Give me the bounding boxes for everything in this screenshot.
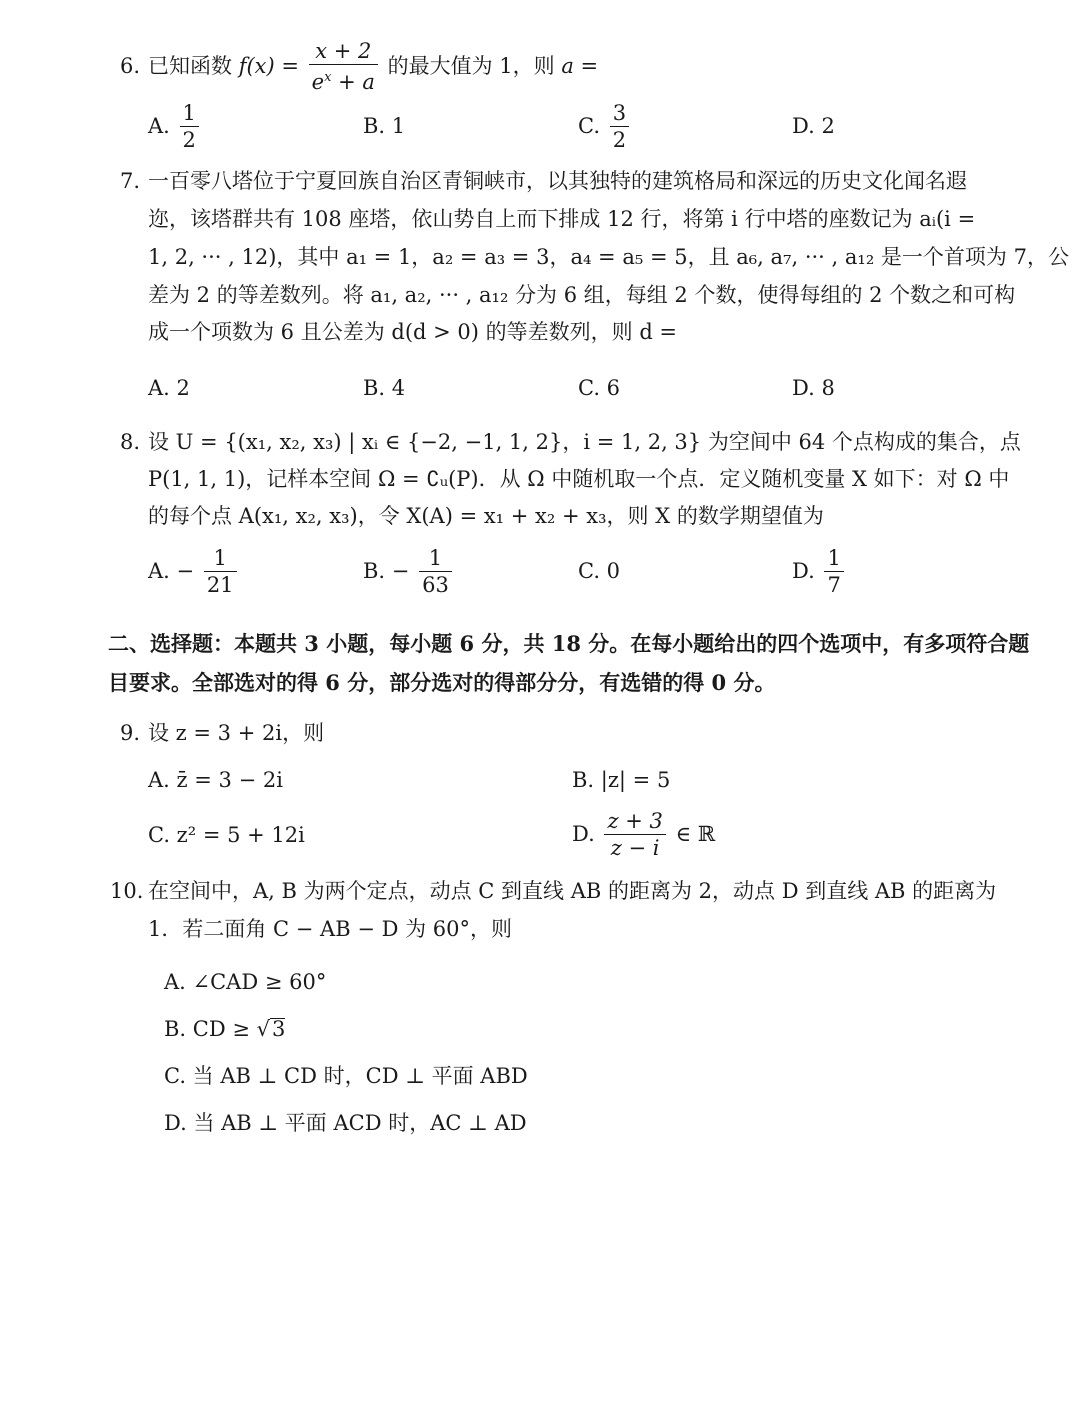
question-stem: 设 z = 3 + 2i，则 [148,721,325,745]
question-line: 设 U = {(x₁, x₂, x₃) | xᵢ ∈ {−2, −1, 1, 2}，i = 1, 2, 3} 为空间中 64 个点构成的集合，点 [148,430,1021,454]
option-a: A. 2 [148,376,190,400]
option-b: B. − $\frac{1}{63}$ [363,545,455,598]
section-line: 二、选择题：本题共 3 小题，每小题 6 分，共 18 分。在每小题给出的四个选项中，有多项符合题 [108,631,1030,656]
option-c: C. $\frac{3}{2}$ [578,100,632,153]
question-line: 1, 2, ··· , 12)，其中 a₁ = 1，a₂ = a₃ = 3，a₄ = a₅ = 5，且 a₆, a₇, ··· , a₁₂ 是一个首项为 7，公 [148,245,1069,269]
option-d: D. $\frac{1}{7}$ [792,545,847,598]
question-stem: 已知函数 f(x) = $\frac{x + 2}{e^x + a}$ 的最大值为 1，则 a = [148,39,599,94]
option-b: B. CD ≥ √3 [164,1017,286,1041]
question-line: P(1, 1, 1)，记样本空间 Ω = ∁ᵤ(P)．从 Ω 中随机取一个点．定义随机变量 X 如下：对 Ω 中 [148,467,1010,491]
question-line: 的每个点 A(x₁, x₂, x₃)，令 X(A) = x₁ + x₂ + x₃，则 X 的数学期望值为 [148,504,824,528]
option-d: D. 2 [792,114,835,138]
question-line: 差为 2 的等差数列。将 a₁, a₂, ··· , a₁₂ 分为 6 组，每组 2 个数，使得每组的 2 个数之和可构 [148,283,1016,307]
option-a: A. z̄ = 3 − 2i [148,768,283,792]
question-line: 迩，该塔群共有 108 座塔，依山势自上而下排成 12 行，将第 i 行中塔的座数记为 aᵢ(i = [148,207,976,231]
option-a: A. $\frac{1}{2}$ [148,100,202,153]
question-number: 8. [120,430,141,454]
section-line: 目要求。全部选对的得 6 分，部分选对的得部分分，有选错的得 0 分。 [108,670,776,695]
fraction: $\frac{x + 2}{e^x + a}$ [309,38,378,95]
option-d: D. $\frac{z + 3}{z - i}$ ∈ ℝ [572,809,716,860]
question-number: 9. [120,721,141,745]
question-number: 7. [120,169,141,193]
option-a: A. − $\frac{1}{21}$ [148,545,240,598]
option-d: D. 8 [792,376,835,400]
question-number: 6. [120,54,141,78]
question-number: 10. [110,879,144,903]
option-a: A. ∠CAD ≥ 60° [164,970,327,994]
option-b: B. 1 [363,114,406,138]
question-line: 成一个项数为 6 且公差为 d(d > 0) 的等差数列，则 d = [148,320,678,344]
option-b: B. |z| = 5 [572,768,671,792]
option-d: D. 当 AB ⊥ 平面 ACD 时，AC ⊥ AD [164,1111,527,1135]
option-c: C. z² = 5 + 12i [148,823,305,847]
option-c: C. 0 [578,559,621,583]
question-line: 一百零八塔位于宁夏回族自治区青铜峡市，以其独特的建筑格局和深远的历史文化闻名遐 [148,169,967,193]
question-line: 1．若二面角 C − AB − D 为 60°，则 [148,917,513,941]
option-b: B. 4 [363,376,406,400]
option-c: C. 6 [578,376,621,400]
question-line: 在空间中，A, B 为两个定点，动点 C 到直线 AB 的距离为 2，动点 D 到直线 AB 的距离为 [148,879,997,903]
option-c: C. 当 AB ⊥ CD 时，CD ⊥ 平面 ABD [164,1064,528,1088]
